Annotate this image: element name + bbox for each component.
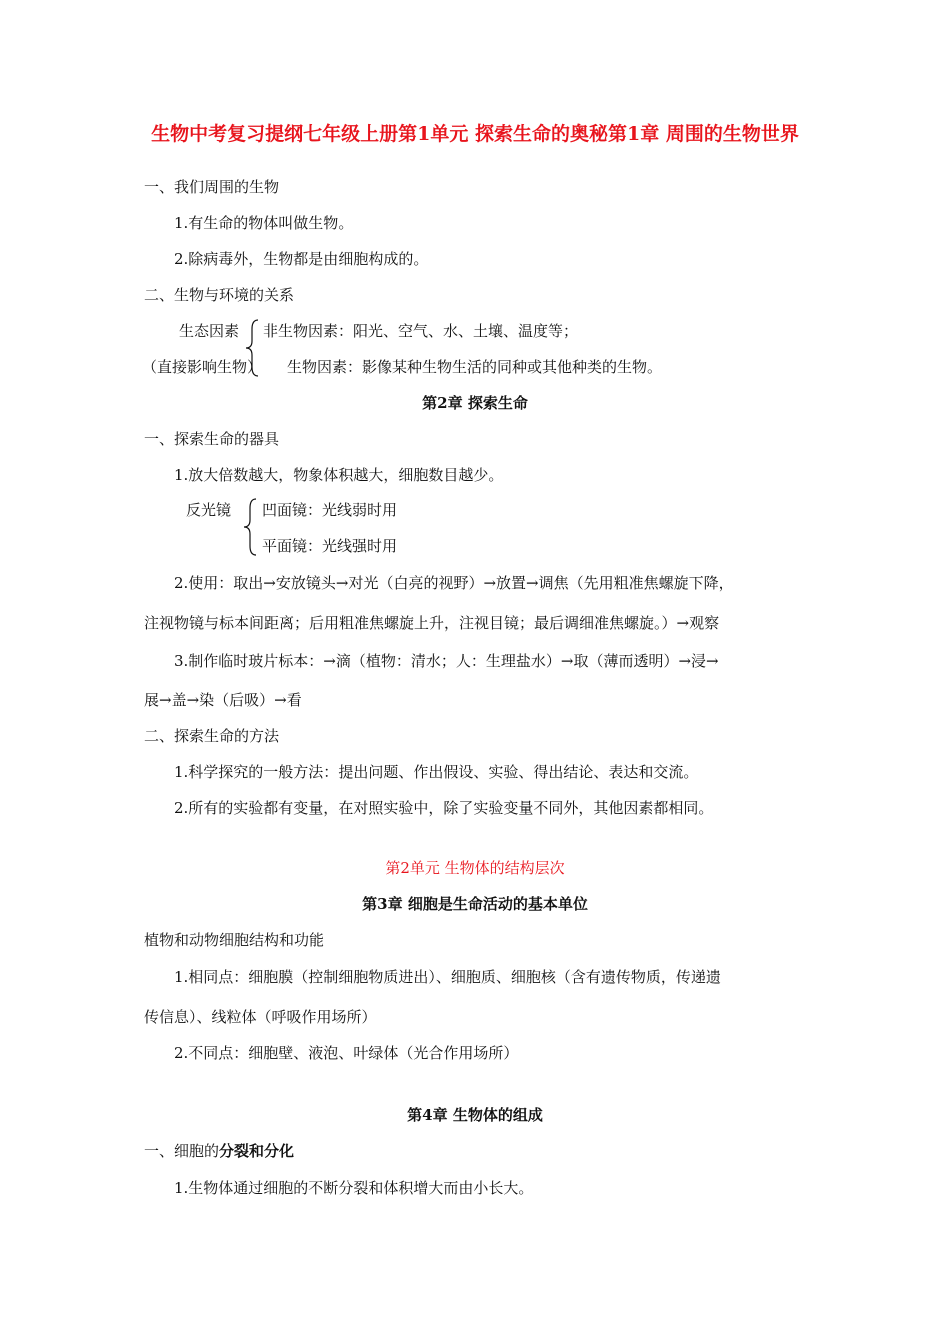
paragraph: 1.相同点：细胞膜（控制细胞物质进出）、细胞质、细胞核（含有遗传物质，传递遗 [174,968,721,986]
paragraph: 2.所有的实验都有变量，在对照实验中，除了实验变量不同外，其他因素都相同。 [174,799,714,817]
curly-brace-icon [242,496,260,558]
document-title: 生物中考复习提纲七年级上册第1单元 探索生命的奥秘第1章 周围的生物世界 [151,123,799,145]
section-heading-methods: 二、探索生命的方法 [144,727,280,745]
paragraph: 1.放大倍数越大，物象体积越大，细胞数目越少。 [174,466,504,484]
paragraph: 传信息）、线粒体（呼吸作用场所） [144,1008,377,1026]
abiotic-factors: 非生物因素：阳光、空气、水、土壤、温度等； [263,322,579,340]
paragraph: 1.科学探究的一般方法：提出问题、作出假设、实验、得出结论、表达和交流。 [174,763,699,781]
paragraph: 1.有生命的物体叫做生物。 [174,214,354,232]
unit-heading: 第2单元 生物体的结构层次 [385,859,565,877]
section-heading-tools: 一、探索生命的器具 [144,430,280,448]
biotic-factors: 生物因素：影像某种生物生活的同种或其他种类的生物。 [287,358,663,376]
mirror-label: 反光镜 [186,501,232,519]
paragraph: 注视物镜与标本间距离；后用粗准焦螺旋上升，注视目镜；最后调细准焦螺旋。）→观察 [144,614,720,632]
section-heading-emphasis: 分裂和分化 [219,1142,295,1160]
chapter-heading: 第2章 探索生命 [422,394,528,412]
ecological-factor-label: 生态因素 [179,322,240,340]
section-heading-cells: 植物和动物细胞结构和功能 [144,931,325,949]
chapter-heading: 第4章 生物体的组成 [407,1106,543,1124]
paragraph: 2.使用：取出→安放镜头→对光（白亮的视野）→放置→调焦（先用粗准焦螺旋下降， [174,574,734,592]
paragraph: 1.生物体通过细胞的不断分裂和体积增大而由小长大。 [174,1179,534,1197]
paragraph: 2.除病毒外，生物都是由细胞构成的。 [174,250,429,268]
mirror-concave: 凹面镜：光线弱时用 [262,501,398,519]
paragraph: 展→盖→染（后吸）→看 [144,691,302,709]
section-heading-prefix: 一、细胞的 [144,1142,220,1160]
mirror-flat: 平面镜：光线强时用 [262,537,398,555]
paragraph: 3.制作临时玻片标本：→滴（植物：清水；人：生理盐水）→取（薄而透明）→浸→ [174,652,719,670]
chapter-heading: 第3章 细胞是生命活动的基本单位 [362,895,588,913]
section-heading-organisms: 一、我们周围的生物 [144,178,280,196]
section-heading-environment: 二、生物与环境的关系 [144,286,295,304]
ecological-factor-note: （直接影响生物） [142,358,263,376]
section-heading-division [144,1141,294,1161]
paragraph: 2.不同点：细胞壁、液泡、叶绿体（光合作用场所） [174,1044,519,1062]
